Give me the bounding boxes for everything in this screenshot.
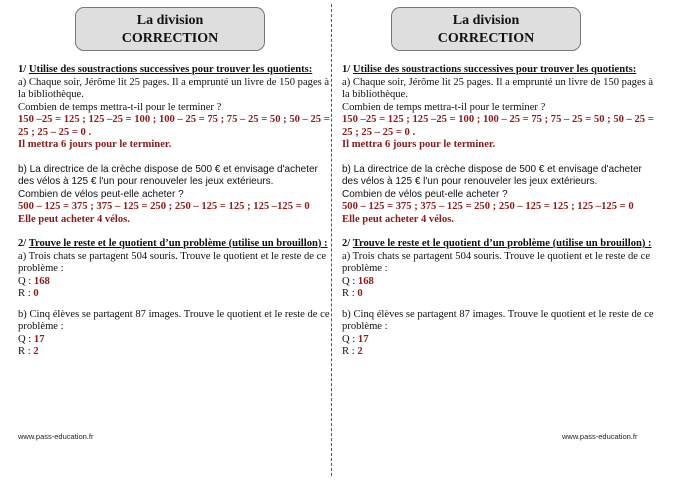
title-box (391, 7, 581, 51)
worksheet-right (342, 0, 662, 480)
q1b-answer: Elle peut acheter 4 vélos. (18, 213, 130, 225)
footer-url: www.pass-education.fr (18, 432, 94, 441)
q1b-answer: Elle peut acheter 4 vélos. (342, 213, 454, 225)
exercise-content (342, 64, 654, 359)
page-title: La division (136, 13, 204, 28)
q2b-remainder: R : 2 (342, 346, 363, 357)
section-2-title: 2/ Trouve le reste et le quotient d’un problème (utilise un brouillon) : (18, 238, 328, 249)
q2b-statement: b) Cinq élèves se partagent 87 images. Trouve le quotient et le reste de ce problème : (342, 308, 654, 332)
q1a-answer: Il mettra 6 jours pour le terminer. (342, 139, 496, 150)
q1b-calculation: 500 – 125 = 375 ; 375 – 125 = 250 ; 250 – 125 = 125 ; 125 –125 = 0 (18, 201, 310, 212)
q1b-statement: b) La directrice de la crèche dispose de 500 € et envisage d'acheter des vélos à 125 € l'un pour renouveler les jeux extérieurs. (18, 163, 318, 187)
q2b-remainder: R : 2 (18, 346, 39, 357)
q2a-quotient: Q : 168 (342, 275, 374, 287)
q1a-statement: a) Chaque soir, Jérôme lit 25 pages. Il a emprunté un livre de 150 pages à la bibliothèque. (18, 76, 330, 100)
q2a-remainder: R : 0 (18, 288, 39, 299)
q1b-calculation: 500 – 125 = 375 ; 375 – 125 = 250 ; 250 – 125 = 125 ; 125 –125 = 0 (342, 201, 634, 212)
footer-url: www.pass-education.fr (562, 432, 638, 441)
q1a-question: Combien de temps mettra-t-il pour le terminer ? (18, 101, 222, 113)
worksheet-left (18, 0, 338, 480)
q1a-statement: a) Chaque soir, Jérôme lit 25 pages. Il a emprunté un livre de 150 pages à la bibliothèque. (342, 76, 654, 100)
q2a-statement: a) Trois chats se partagent 504 souris. Trouve le quotient et le reste de ce problème : (18, 250, 327, 274)
q2b-quotient: Q : 17 (18, 333, 45, 345)
section-2-title: 2/ Trouve le reste et le quotient d’un problème (utilise un brouillon) : (342, 238, 652, 249)
q2a-remainder: R : 0 (342, 288, 363, 299)
section-1-title: 1/ Utilise des soustractions successives pour trouver les quotients: (342, 64, 637, 75)
q1a-answer: Il mettra 6 jours pour le terminer. (18, 139, 172, 150)
q2b-statement: b) Cinq élèves se partagent 87 images. Trouve le quotient et le reste de ce problème : (18, 308, 330, 332)
q1b-question: Combien de vélos peut-elle acheter ? (18, 188, 184, 200)
cut-line-divider (331, 4, 332, 476)
page-subtitle: CORRECTION (121, 31, 219, 46)
q1a-question: Combien de temps mettra-t-il pour le terminer ? (342, 101, 546, 113)
q1b-statement: b) La directrice de la crèche dispose de 500 € et envisage d'acheter des vélos à 125 € l'un pour renouveler les jeux extérieurs. (342, 163, 642, 187)
q1b-question: Combien de vélos peut-elle acheter ? (342, 188, 508, 200)
title-box (75, 7, 265, 51)
section-1-title: 1/ Utilise des soustractions successives pour trouver les quotients: (18, 64, 313, 75)
page-title: La division (452, 13, 520, 28)
exercise-content (18, 64, 330, 359)
q2b-quotient: Q : 17 (342, 333, 369, 345)
q2a-statement: a) Trois chats se partagent 504 souris. Trouve le quotient et le reste de ce problème : (342, 250, 651, 274)
q2a-quotient: Q : 168 (18, 275, 50, 287)
q1a-calculation: 150 –25 = 125 ; 125 –25 = 100 ; 100 – 25 = 75 ; 75 – 25 = 50 ; 50 – 25 = 25 ; 25 – 25 = 0 . (342, 114, 654, 138)
page-subtitle: CORRECTION (437, 31, 535, 46)
q1a-calculation: 150 –25 = 125 ; 125 –25 = 100 ; 100 – 25 = 75 ; 75 – 25 = 50 ; 50 – 25 = 25 ; 25 – 25 = 0 . (18, 114, 330, 138)
